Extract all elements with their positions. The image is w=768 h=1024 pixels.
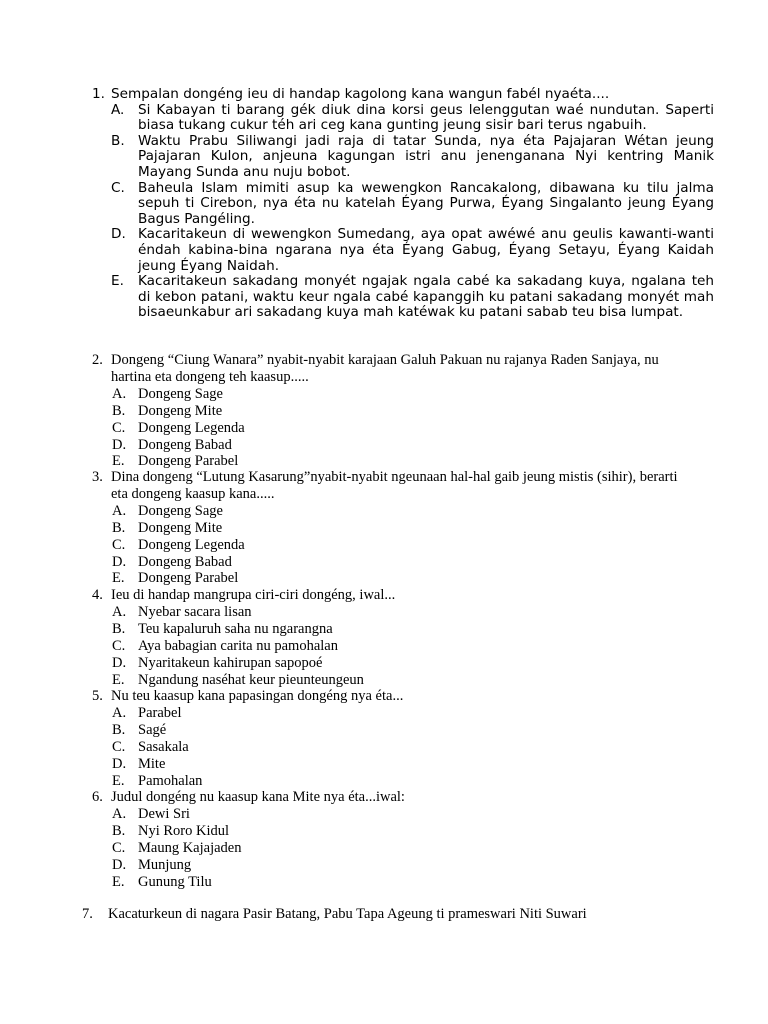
option-letter: C.	[112, 839, 126, 856]
option-c	[92, 181, 714, 228]
option-letter: D.	[112, 436, 127, 453]
question-text: Sempalan dongéng ieu di handap kagolong kana wangun fabél nyaéta....	[111, 86, 610, 102]
option-d	[92, 437, 692, 454]
option-letter: E.	[111, 273, 124, 290]
option-letter: D.	[111, 226, 126, 243]
question-5	[92, 688, 714, 789]
option-e	[92, 274, 714, 321]
option-d	[92, 655, 714, 672]
option-text: Dongeng Parabel	[138, 453, 239, 470]
option-text: Dewi Sri	[138, 805, 190, 822]
option-letter: A.	[112, 603, 127, 620]
option-letter: A.	[111, 101, 125, 118]
option-letter: B.	[112, 721, 126, 738]
option-d	[92, 554, 692, 571]
option-b	[92, 134, 714, 181]
option-c	[92, 739, 714, 756]
option-text: Dongeng Babad	[138, 436, 232, 453]
option-text: Maung Kajajaden	[138, 839, 242, 856]
option-letter: B.	[111, 132, 125, 149]
option-text: Aya babagian carita nu pamohalan	[138, 637, 338, 654]
option-e	[92, 570, 692, 587]
option-text: Dongeng Sage	[138, 502, 223, 519]
option-text: Dongeng Mite	[138, 519, 223, 536]
option-letter: B.	[112, 822, 126, 839]
option-letter: A.	[112, 704, 127, 721]
option-text: Teu kapaluruh saha nu ngarangna	[138, 620, 333, 637]
question-stem	[92, 789, 714, 806]
question-1	[92, 87, 714, 321]
option-d	[92, 227, 714, 274]
option-text: Parabel	[138, 704, 182, 721]
option-list	[92, 705, 714, 790]
option-letter: B.	[112, 402, 126, 419]
option-d	[92, 756, 714, 773]
option-a	[92, 386, 692, 403]
question-number: 6.	[92, 789, 103, 805]
question-7	[82, 906, 722, 923]
option-text: Sagé	[138, 721, 167, 738]
question-number: 5.	[92, 688, 103, 704]
option-e	[92, 874, 714, 891]
option-letter: D.	[112, 755, 127, 772]
option-list	[92, 386, 692, 471]
option-letter: C.	[112, 419, 126, 436]
option-e	[92, 672, 714, 689]
question-text: Dongeng “Ciung Wanara” nyabit-nyabit karajaan Galuh Pakuan nu rajanya Raden Sanjaya, nu hartina eta dongeng teh kaasup.....	[111, 352, 659, 385]
option-text: Ngandung naséhat keur pieunteungeun	[138, 671, 364, 688]
option-list	[92, 103, 714, 321]
option-letter: D.	[112, 856, 127, 873]
option-b	[92, 403, 692, 420]
option-list	[92, 604, 714, 689]
option-text: Kacaritakeun di wewengkon Sumedang, aya opat awéwé anu geulis kawanti-wanti éndah kabina-bina ngarana nya éta Éyang Gabug, Éyang Setayu, Éyang Kaidah jeung Éyang Naidah.	[138, 226, 714, 274]
question-text: Kacaturkeun di nagara Pasir Batang, Pabu Tapa Ageung ti prameswari Niti Suwari	[108, 906, 587, 922]
option-letter: A.	[112, 502, 127, 519]
option-text: Nyebar sacara lisan	[138, 603, 252, 620]
option-letter: C.	[111, 179, 125, 196]
option-letter: A.	[112, 805, 127, 822]
option-c	[92, 420, 692, 437]
option-text: Kacaritakeun sakadang monyét ngajak ngala cabé ka sakadang kuya, ngalana teh di kebon patani, waktu keur ngala cabé kapanggih ku patani sakadang monyét mah bisaeunkabur ari sakadang kuya mah katéwak ku patani sabab teu bisa lumpat.	[138, 273, 714, 321]
option-letter: D.	[112, 654, 127, 671]
question-4	[92, 587, 714, 688]
option-list	[92, 806, 714, 891]
question-stem	[92, 587, 714, 604]
option-c	[92, 638, 714, 655]
option-letter: D.	[112, 553, 127, 570]
option-letter: B.	[112, 519, 126, 536]
option-list	[92, 503, 692, 588]
question-2	[92, 352, 692, 470]
option-text: Dongeng Legenda	[138, 536, 245, 553]
option-a	[92, 103, 714, 134]
question-3	[92, 469, 692, 587]
option-text: Dongeng Babad	[138, 553, 232, 570]
option-text: Dongeng Legenda	[138, 419, 245, 436]
option-text: Dongeng Sage	[138, 385, 223, 402]
question-6	[92, 789, 714, 890]
option-letter: E.	[112, 453, 125, 470]
option-text: Waktu Prabu Siliwangi jadi raja di tatar Sunda, nya éta Pajajaran Wétan jeung Pajajaran Kulon, anjeuna kagungan istri anu jenenganana Nyi kentring Manik Mayang Sunda anu nuju bobot.	[138, 132, 714, 180]
option-text: Mite	[138, 755, 166, 772]
option-e	[92, 453, 692, 470]
option-text: Pamohalan	[138, 772, 203, 789]
option-c	[92, 840, 714, 857]
option-letter: C.	[112, 738, 126, 755]
question-stem	[92, 688, 714, 705]
option-e	[92, 773, 714, 790]
option-text: Dongeng Parabel	[138, 570, 239, 587]
option-b	[92, 520, 692, 537]
option-text: Nyaritakeun kahirupan sapopoé	[138, 654, 323, 671]
option-letter: E.	[112, 671, 125, 688]
option-text: Nyi Roro Kidul	[138, 822, 230, 839]
option-text: Si Kabayan ti barang gék diuk dina korsi geus lelenggutan waé nundutan. Saperti biasa tukang cukur téh ari ceg kana gunting jeung sisir bari terus ngabuih.	[138, 101, 714, 134]
question-number: 3.	[92, 469, 103, 485]
question-number: 4.	[92, 587, 103, 603]
question-number: 2.	[92, 352, 103, 368]
question-text: Dina dongeng “Lutung Kasarung”nyabit-nyabit ngeunaan hal-hal gaib jeung mistis (sihir), berarti eta dongeng kaasup kana.....	[111, 469, 678, 502]
option-text: Sasakala	[138, 738, 189, 755]
option-a	[92, 705, 714, 722]
option-letter: B.	[112, 620, 126, 637]
option-b	[92, 722, 714, 739]
option-text: Gunung Tilu	[138, 873, 212, 890]
option-letter: A.	[112, 385, 127, 402]
option-text: Baheula Islam mimiti asup ka wewengkon Rancakalong, dibawana ku tilu jalma sepuh ti Cirebon, nya éta nu katelah Éyang Purwa, Éyang Singalanto jeung Éyang Bagus Pangéling.	[138, 179, 714, 227]
question-text: Ieu di handap mangrupa ciri-ciri dongéng, iwal...	[111, 587, 396, 603]
question-text: Judul dongéng nu kaasup kana Mite nya éta...iwal:	[111, 789, 405, 805]
option-a	[92, 503, 692, 520]
option-b	[92, 621, 714, 638]
question-stem	[92, 87, 714, 103]
option-letter: E.	[112, 873, 125, 890]
option-b	[92, 823, 714, 840]
question-stem	[92, 469, 692, 503]
option-letter: C.	[112, 637, 126, 654]
question-number: 7.	[82, 906, 93, 922]
question-number: 1.	[92, 86, 105, 102]
question-stem	[92, 352, 692, 386]
option-letter: E.	[112, 570, 125, 587]
question-text: Nu teu kaasup kana papasingan dongéng nya éta...	[111, 688, 404, 704]
option-letter: E.	[112, 772, 125, 789]
option-c	[92, 537, 692, 554]
option-text: Munjung	[138, 856, 192, 873]
option-a	[92, 806, 714, 823]
option-text: Dongeng Mite	[138, 402, 223, 419]
option-d	[92, 857, 714, 874]
option-letter: C.	[112, 536, 126, 553]
option-a	[92, 604, 714, 621]
